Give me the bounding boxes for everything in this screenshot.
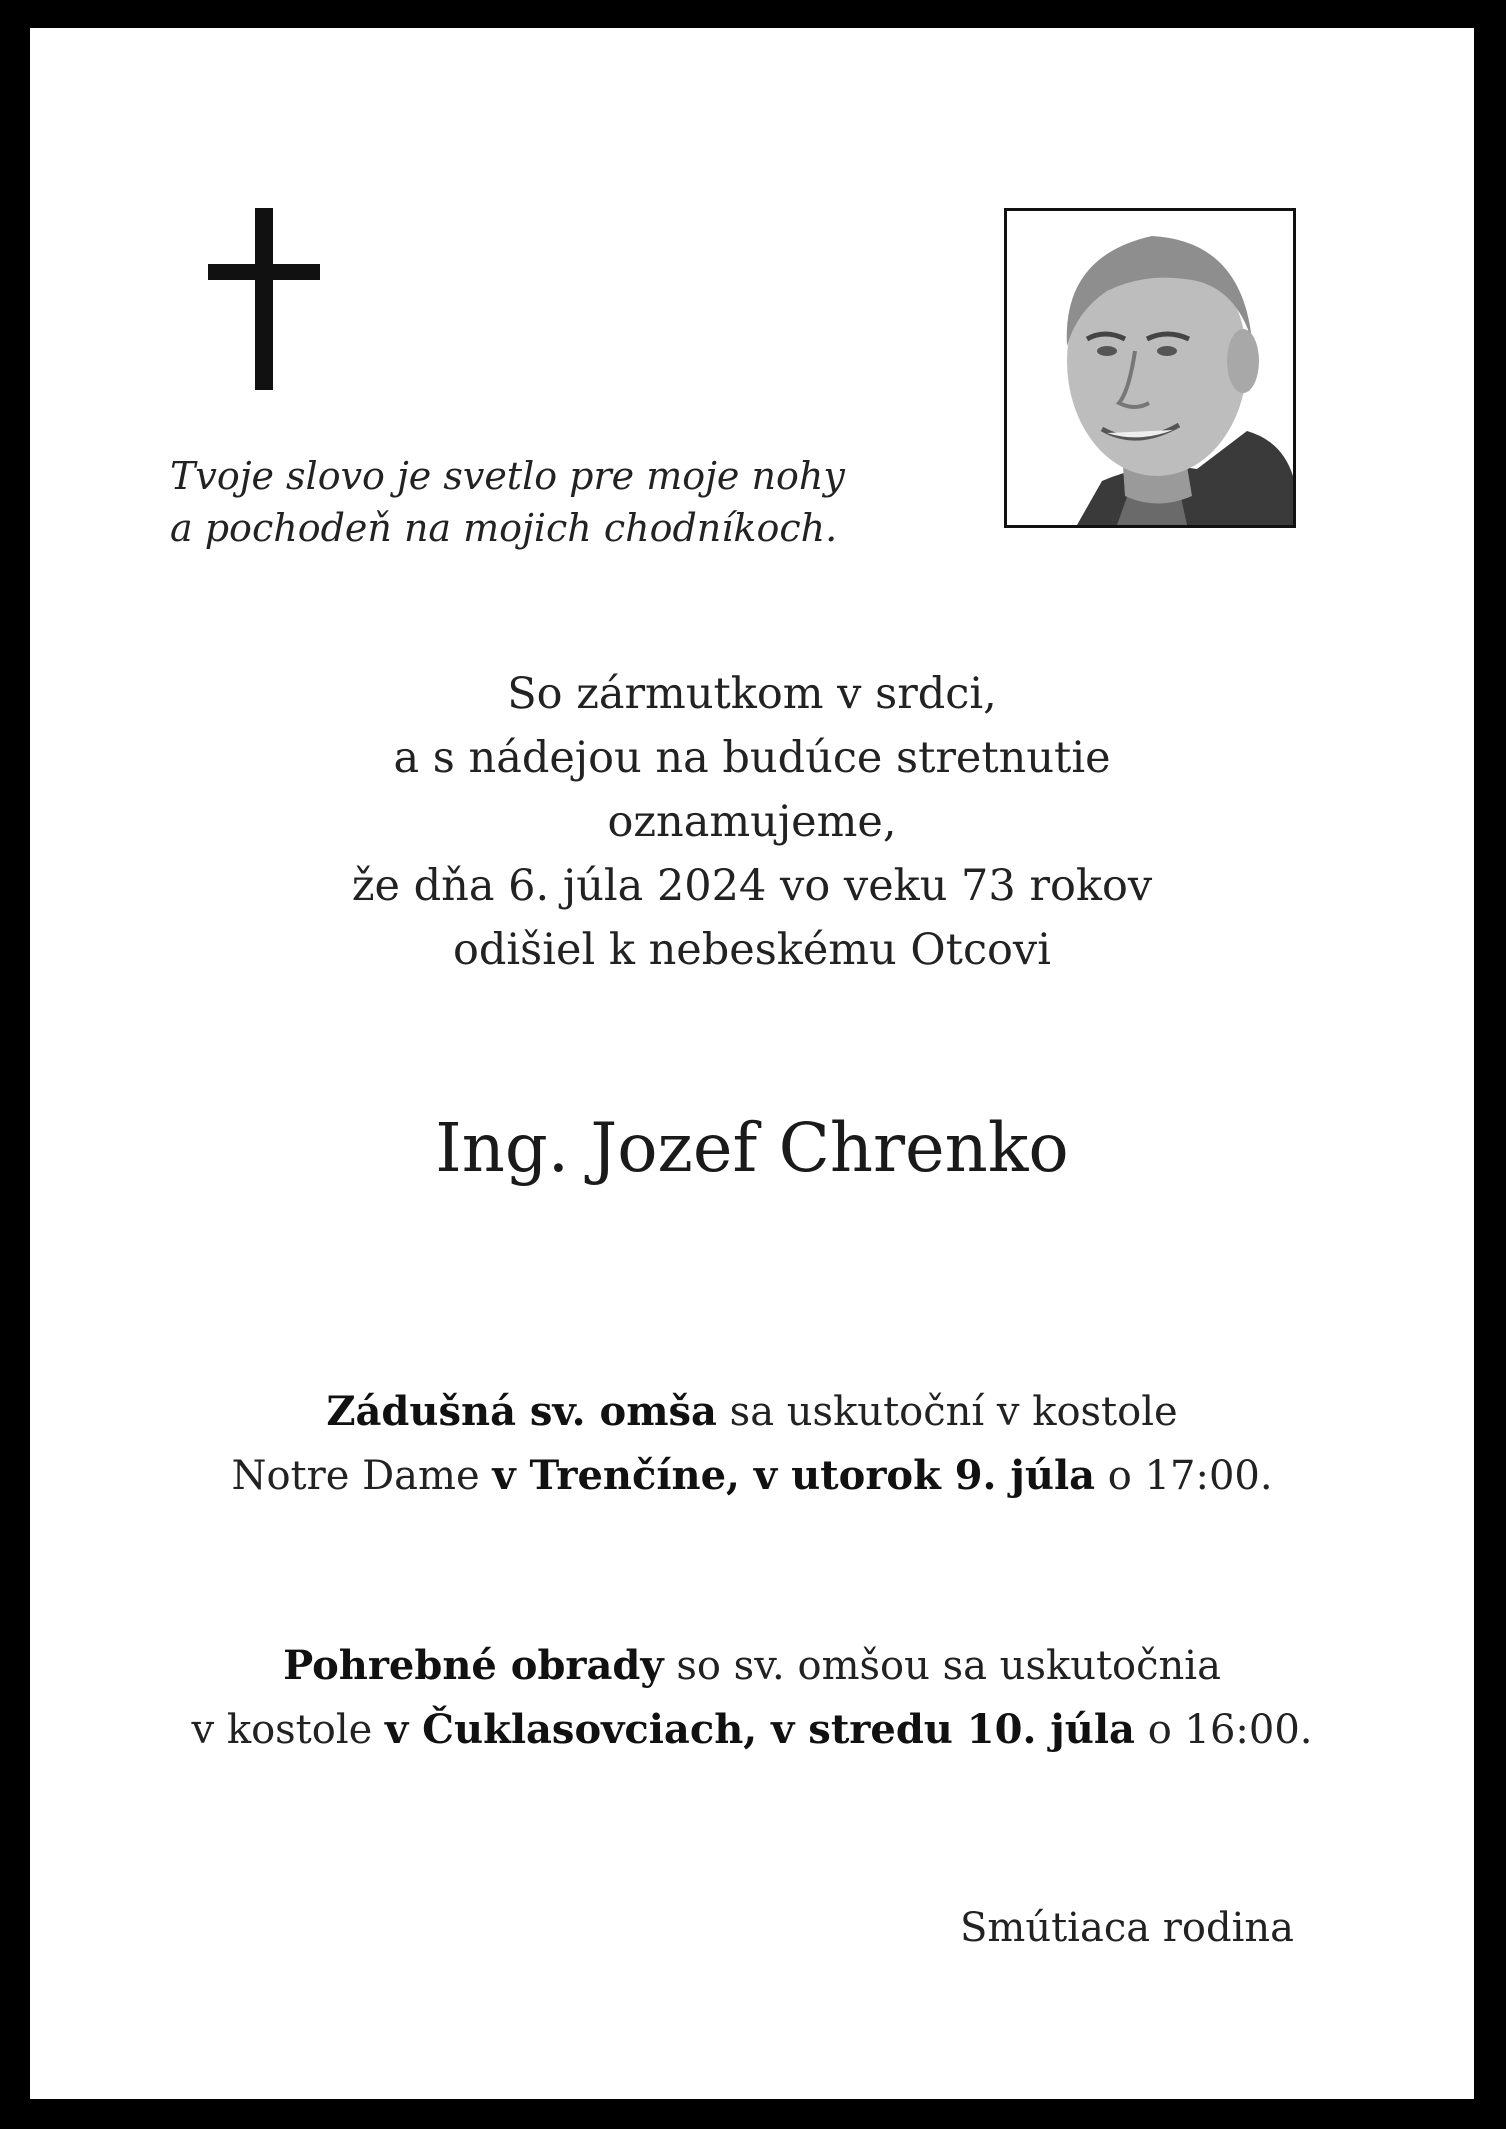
announcement-line-4: že dňa 6. júla 2024 vo veku 73 rokov: [351, 861, 1153, 911]
obituary-card: [30, 28, 1474, 2099]
funeral-time: o 16:00.: [1134, 1707, 1313, 1753]
announcement-line-2: a s nádejou na budúce stretnutie: [393, 733, 1111, 783]
mass-line-1: [30, 1380, 1474, 1444]
verse-line-2: a pochodeň na mojich chodníkoch.: [170, 506, 838, 550]
cross-icon: [208, 208, 320, 390]
announcement-text: [30, 662, 1474, 982]
deceased-name: Ing. Jozef Chrenko: [435, 1109, 1069, 1187]
announcement-line-3: oznamujeme,: [607, 797, 897, 847]
announcement-line-1: So zármutkom v srdci,: [507, 669, 997, 719]
bible-verse: [170, 450, 845, 554]
mass-line-2: [30, 1444, 1474, 1508]
funeral-text-1: so sv. omšou sa uskutočnia: [663, 1643, 1221, 1689]
mass-text-1: sa uskutoční v kostole: [716, 1389, 1178, 1435]
funeral-line-2: [30, 1698, 1474, 1762]
mass-info: [30, 1380, 1474, 1508]
funeral-title: Pohrebné obrady: [283, 1642, 664, 1689]
funeral-info: [30, 1634, 1474, 1762]
mass-text-2: Notre Dame: [231, 1453, 493, 1499]
verse-line-1: Tvoje slovo je svetlo pre moje nohy: [170, 454, 845, 498]
mass-place-date: v Trenčíne, v utorok 9. júla: [492, 1452, 1096, 1499]
funeral-line-1: [30, 1634, 1474, 1698]
funeral-place-date: v Čuklasovciach, v stredu 10. júla: [385, 1706, 1135, 1753]
announcement-line-5: odišiel k nebeskému Otcovi: [453, 925, 1051, 975]
family-signature: Smútiaca rodina: [960, 1905, 1294, 1951]
mass-time: o 17:00.: [1095, 1453, 1273, 1499]
funeral-text-2: v kostole: [191, 1707, 386, 1753]
portrait-photo: [1004, 208, 1296, 528]
mass-title: Zádušná sv. omša: [326, 1388, 717, 1435]
